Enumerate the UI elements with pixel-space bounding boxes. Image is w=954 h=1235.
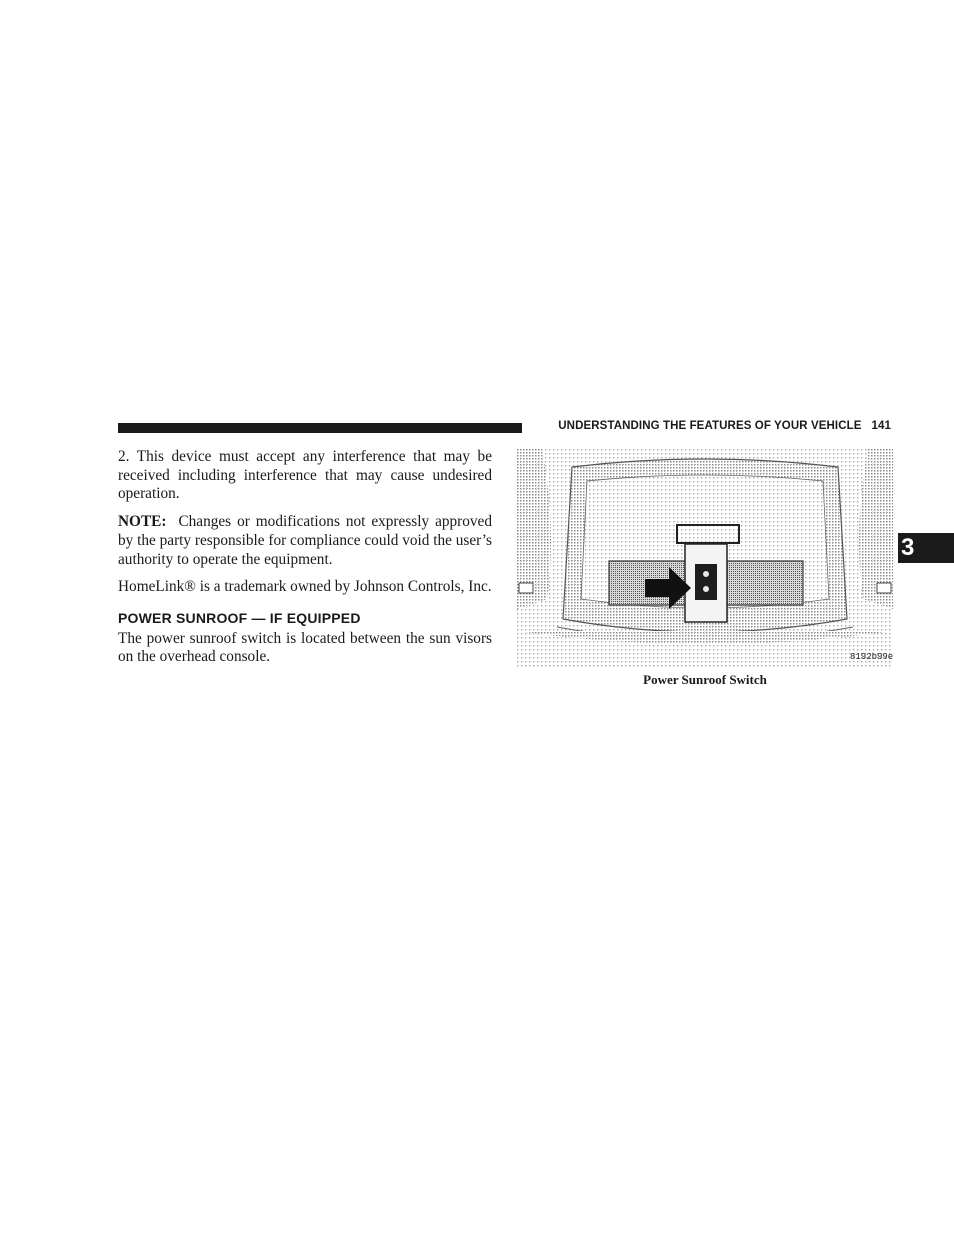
paragraph-interference: 2. This device must accept any interference that may be received including interference that may cause undesired operation. <box>118 448 492 503</box>
chapter-tab: 3 <box>898 533 954 563</box>
paragraph-sunroof: The power sunroof switch is located between the sun visors on the overhead console. <box>118 629 492 666</box>
section-heading: POWER SUNROOF — IF EQUIPPED <box>118 609 361 626</box>
header-title: UNDERSTANDING THE FEATURES OF YOUR VEHICLE <box>558 420 862 432</box>
note-label: NOTE: <box>118 513 167 531</box>
header-rule <box>118 423 522 433</box>
paragraph-homelink: HomeLink® is a trademark owned by Johnson Controls, Inc. <box>118 578 492 596</box>
note-paragraph <box>118 513 492 569</box>
running-header <box>531 420 891 432</box>
figure-caption: Power Sunroof Switch <box>643 672 767 687</box>
sunroof-switch-illustration <box>517 449 893 667</box>
figure-code: 8192b99e <box>850 652 894 662</box>
page-number: 141 <box>871 420 891 432</box>
note-text: Changes or modifications not expressly approved by the party responsible for compliance could void the user’s authority to operate the equipment. <box>118 513 492 568</box>
body-column <box>118 448 492 676</box>
